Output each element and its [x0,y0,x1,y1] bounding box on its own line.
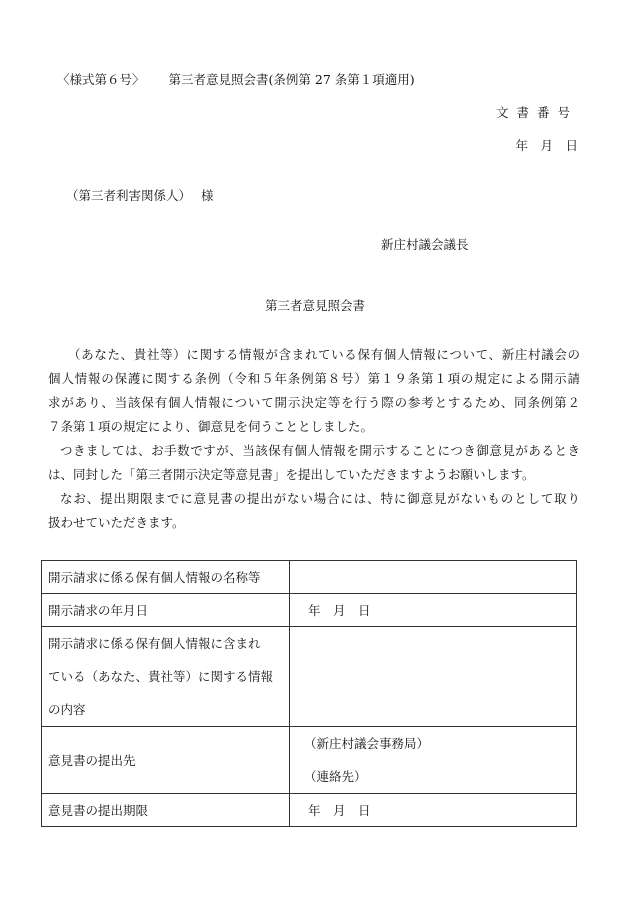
body-line: 求があり、当該保有個人情報について開示決定等を行う際の参考とするため、同条例第２ [48,395,580,410]
table-row [42,627,577,727]
table-value-submission [290,727,577,794]
document-title: 第三者意見照会書 [264,298,365,313]
info-table [41,560,577,827]
table-value-date: 年 月 日 [290,794,577,827]
table-label-line: ている（あなた、貴社等）に関する情報 [48,669,274,684]
table-label-line: 開示請求に係る保有個人情報に含まれ [48,636,261,651]
table-label: 意見書の提出先 [42,727,290,794]
addressee-honorific: 様 [201,188,214,203]
body-line: （あなた、貴社等）に関する情報が含まれている保有個人情報について、新庄村議会の [68,347,580,362]
body-line: つきましては、お手数ですが、当該保有個人情報を開示することにつき御意見があるとき [60,443,580,458]
addressee [66,186,214,204]
table-row [42,794,577,827]
document-date-label: 年 月 日 [515,138,578,153]
table-value-line: （新庄村議会事務局） [304,736,430,751]
table-row [42,594,577,627]
table-label-multiline [42,627,290,727]
table-label: 意見書の提出期限 [42,794,290,827]
table-value-date: 年 月 日 [290,594,577,627]
document-number-label: 文書番号 [495,105,578,120]
body-line: ７条第１項の規定により、御意見を伺うこととしました。 [48,419,374,434]
table-label-line: の内容 [48,702,86,717]
form-header [57,70,415,88]
body-line: なお、提出期限までに意見書の提出がない場合には、特に御意見がないものとして取り [60,491,580,506]
table-label: 開示請求に係る保有個人情報の名称等 [42,561,290,594]
body-line: 個人情報の保護に関する条例（令和５年条例第８号）第１９条第１項の規定による開示請 [48,371,580,386]
table-row [42,561,577,594]
table-value-blank [290,627,577,727]
addressee-name: （第三者利害関係人） [66,188,192,203]
table-row [42,727,577,794]
table-value-blank [290,561,577,594]
body-line: は、同封した「第三者開示決定等意見書」を提出していただきますようお願いします。 [48,467,535,482]
table-value-line: （連絡先） [304,769,367,784]
sender-name: 新庄村議会議長 [381,237,469,252]
table-label: 開示請求の年月日 [42,594,290,627]
body-line: 扱わせていただきます。 [48,515,185,530]
form-title: 第三者意見照会書(条例第 27 条第１項適用) [168,72,415,87]
form-label: 〈様式第６号〉 [57,72,145,87]
body-text [48,343,580,535]
